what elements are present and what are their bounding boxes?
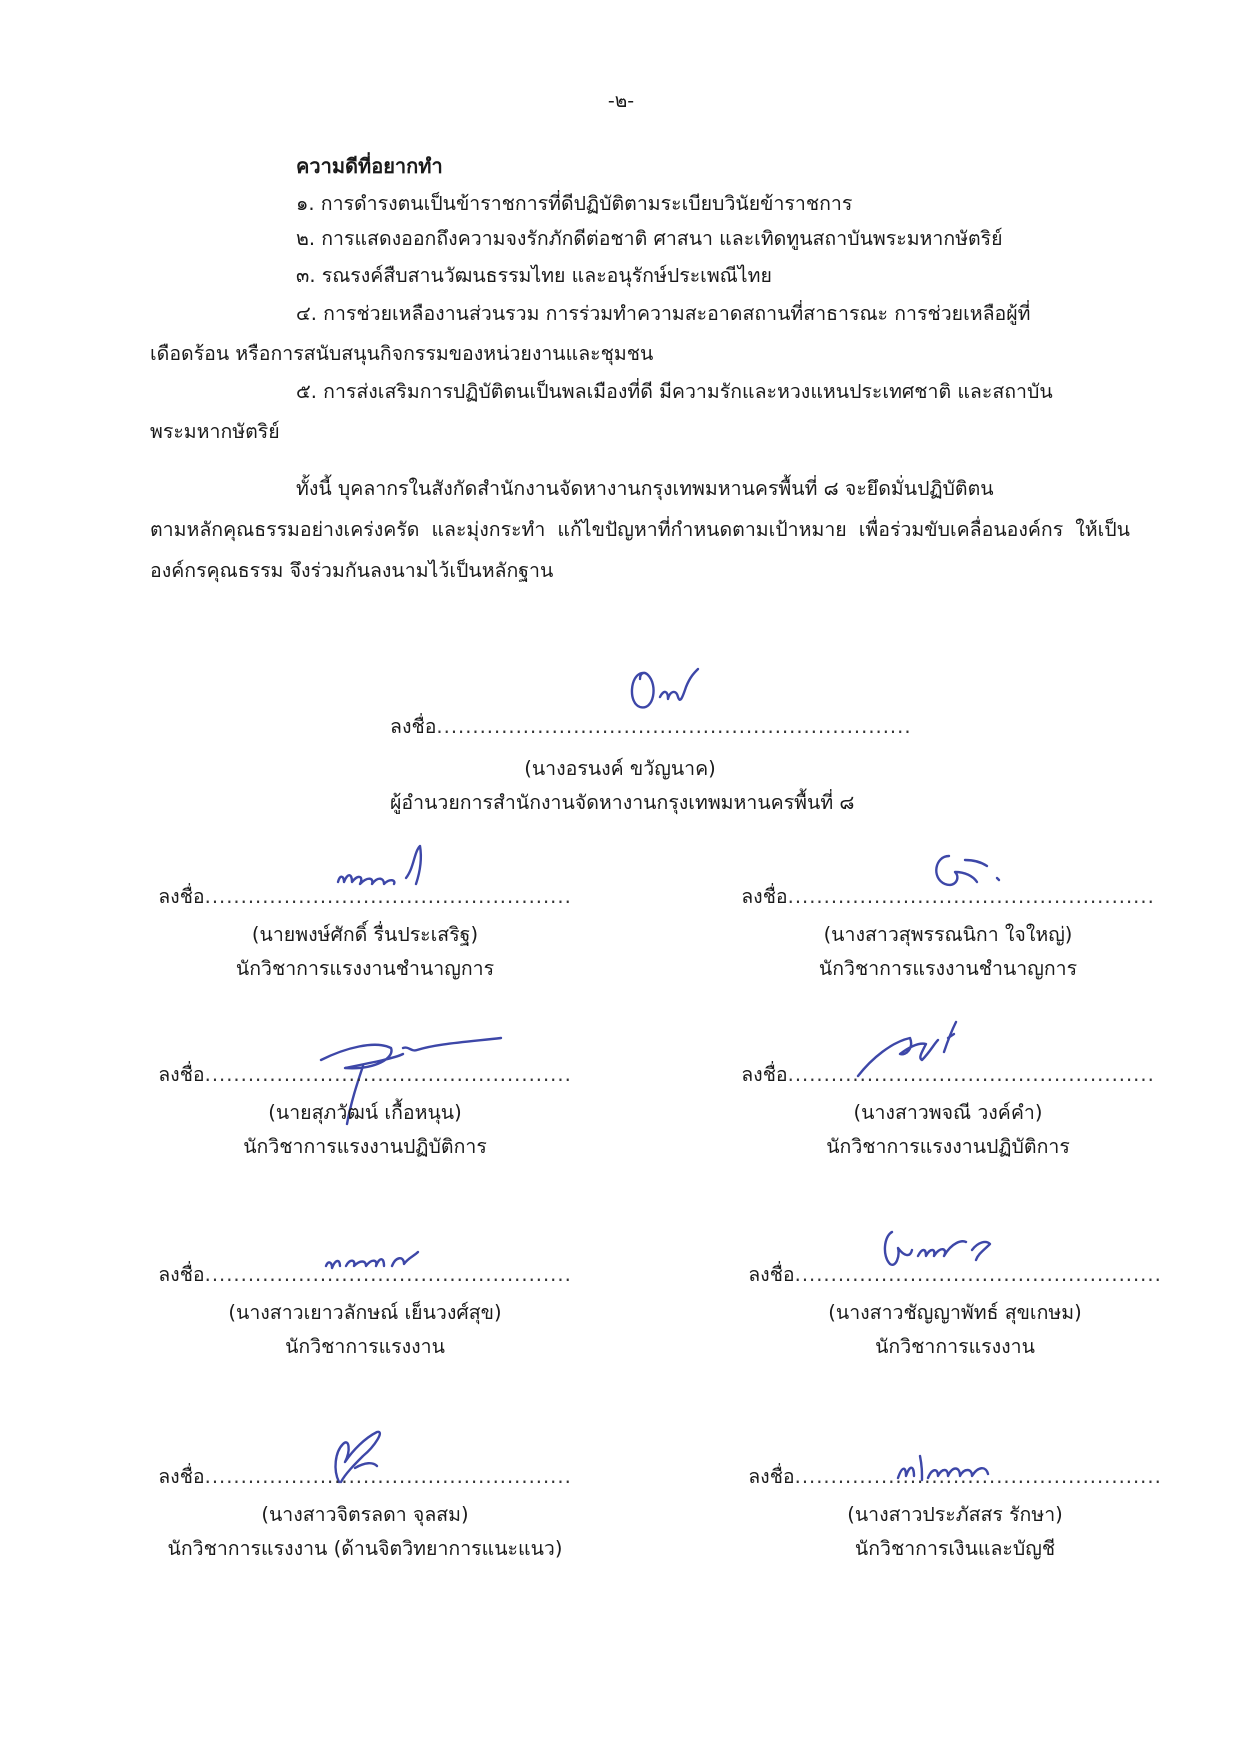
list-item [150,219,1125,259]
sign-label: ลงชื่อ [748,1465,795,1488]
sign-dots: ................................................... [787,1063,1155,1086]
signatory-position: นักวิชาการแรงงาน (ด้านจิตวิทยาการแนะแนว) [167,1537,563,1560]
signature-block-5 [155,1258,575,1364]
signatory-position: ผู้อำนวยการสำนักงานจัดหางานกรุงเทพมหานครพื้นที่ ๘ [390,791,855,814]
sign-label: ลงชื่อ [158,1063,205,1086]
conclusion-paragraph [150,468,1130,591]
signatory-name: (นางอรนงค์ ขวัญนาค) [524,757,716,780]
signature-block-8 [745,1460,1165,1566]
sign-line [745,1258,1165,1292]
sign-dots: ................................................... [204,1063,572,1086]
signature-block-3 [155,1058,575,1164]
signatory-position: นักวิชาการแรงงานชำนาญการ [235,957,495,980]
signatory-name: (นายพงษ์ศักดิ์ รื่นประเสริฐ) [251,923,479,946]
sign-label: ลงชื่อ [158,1263,205,1286]
sign-dots: ................................................... [794,1263,1162,1286]
list-item [150,256,1125,296]
signatory-position: นักวิชาการแรงงาน [285,1335,445,1358]
signature-block-6 [745,1258,1165,1364]
page-number: -๒- [607,90,635,112]
signature-block-1 [155,880,575,986]
sign-line [155,1258,575,1292]
sign-line [745,1460,1165,1494]
sign-label: ลงชื่อ [741,885,788,908]
list-item-text: ๕. การส่งเสริมการปฏิบัติตนเป็นพลเมืองที่ดี มีความรักและหวงแหนประเทศชาติ และสถาบัน [296,380,1053,403]
signatory-name: (นางสาวสุพรรณนิกา ใจใหญ่) [823,923,1073,946]
signature-block-7 [155,1460,575,1566]
sign-line [738,1058,1158,1092]
sign-dots: ................................................... [787,885,1155,908]
section-heading: ความดีที่อยากทำ [296,154,443,178]
signatory-name: (นางสาวพจณี วงค์คำ) [853,1101,1043,1124]
list-item [150,372,1125,452]
sign-line [155,880,575,914]
conclusion-first-line: ทั้งนี้ บุคลากรในสังกัดสำนักงานจัดหางานกรุงเทพมหานครพื้นที่ ๘ จะยึดมั่นปฏิบัติตน [296,477,994,500]
sign-line [738,880,1158,914]
sign-label: ลงชื่อ [158,1465,205,1488]
sign-line [155,1460,575,1494]
sign-line [390,710,912,744]
signatory-name: (นางสาวประภัสสร รักษา) [847,1503,1063,1526]
sign-dots: ................................................... [204,885,572,908]
list-item-continuation: เดือดร้อน หรือการสนับสนุนกิจกรรมของหน่วยงานและชุมชน [150,342,654,365]
sign-dots: ................................................... [204,1263,572,1286]
signatory-position: นักวิชาการแรงงาน [875,1335,1035,1358]
list-item [150,184,1125,224]
signatory-position: นักวิชาการเงินและบัญชี [854,1537,1056,1560]
list-item-text: ๒. การแสดงออกถึงความจงรักภักดีต่อชาติ ศาสนา และเทิดทูนสถาบันพระมหากษัตริย์ [296,227,1003,250]
list-item [150,294,1125,374]
conclusion-rest: ตามหลักคุณธรรมอย่างเคร่งครัด และมุ่งกระทำ แก้ไขปัญหาที่กำหนดตามเป้าหมาย เพื่อร่วมขับเคลื่อนองค์กร ให้เป็นองค์กรคุณธรรม จึงร่วมกันลงนามไว้เป็นหลักฐาน [150,518,1130,582]
signatory-name: (นางสาวเยาวลักษณ์ เย็นวงศ์สุข) [228,1301,502,1324]
list-item-continuation: พระมหากษัตริย์ [150,420,280,443]
sign-label: ลงชื่อ [741,1063,788,1086]
list-item-text: ๑. การดำรงตนเป็นข้าราชการที่ดีปฏิบัติตามระเบียบวินัยข้าราชการ [296,192,853,215]
sign-dots: ................................................... [794,1465,1162,1488]
sign-label: ลงชื่อ [390,715,437,738]
signatory-name: (นางสาวชัญญาพัทธ์ สุขเกษม) [828,1301,1082,1324]
signatory-position: นักวิชาการแรงงานชำนาญการ [818,957,1078,980]
sign-dots: .................................................................. [436,715,912,738]
sign-dots: ................................................... [204,1465,572,1488]
sign-label: ลงชื่อ [158,885,205,908]
signatory-name: (นางสาวจิตรลดา จุลสม) [261,1503,469,1526]
list-item-text: ๓. รณรงค์สืบสานวัฒนธรรมไทย และอนุรักษ์ประเพณีไทย [296,264,772,287]
signatory-name: (นายสุภวัฒน์ เกื้อหนุน) [268,1101,462,1124]
signatory-position: นักวิชาการแรงงานปฏิบัติการ [243,1135,487,1158]
list-item-text: ๔. การช่วยเหลืองานส่วนรวม การร่วมทำความสะอาดสถานที่สาธารณะ การช่วยเหลือผู้ที่ [296,302,1031,325]
signature-block-2 [738,880,1158,986]
signature-block-director [390,710,912,820]
sign-label: ลงชื่อ [748,1263,795,1286]
signatory-position: นักวิชาการแรงงานปฏิบัติการ [826,1135,1070,1158]
signature-block-4 [738,1058,1158,1164]
sign-line [155,1058,575,1092]
